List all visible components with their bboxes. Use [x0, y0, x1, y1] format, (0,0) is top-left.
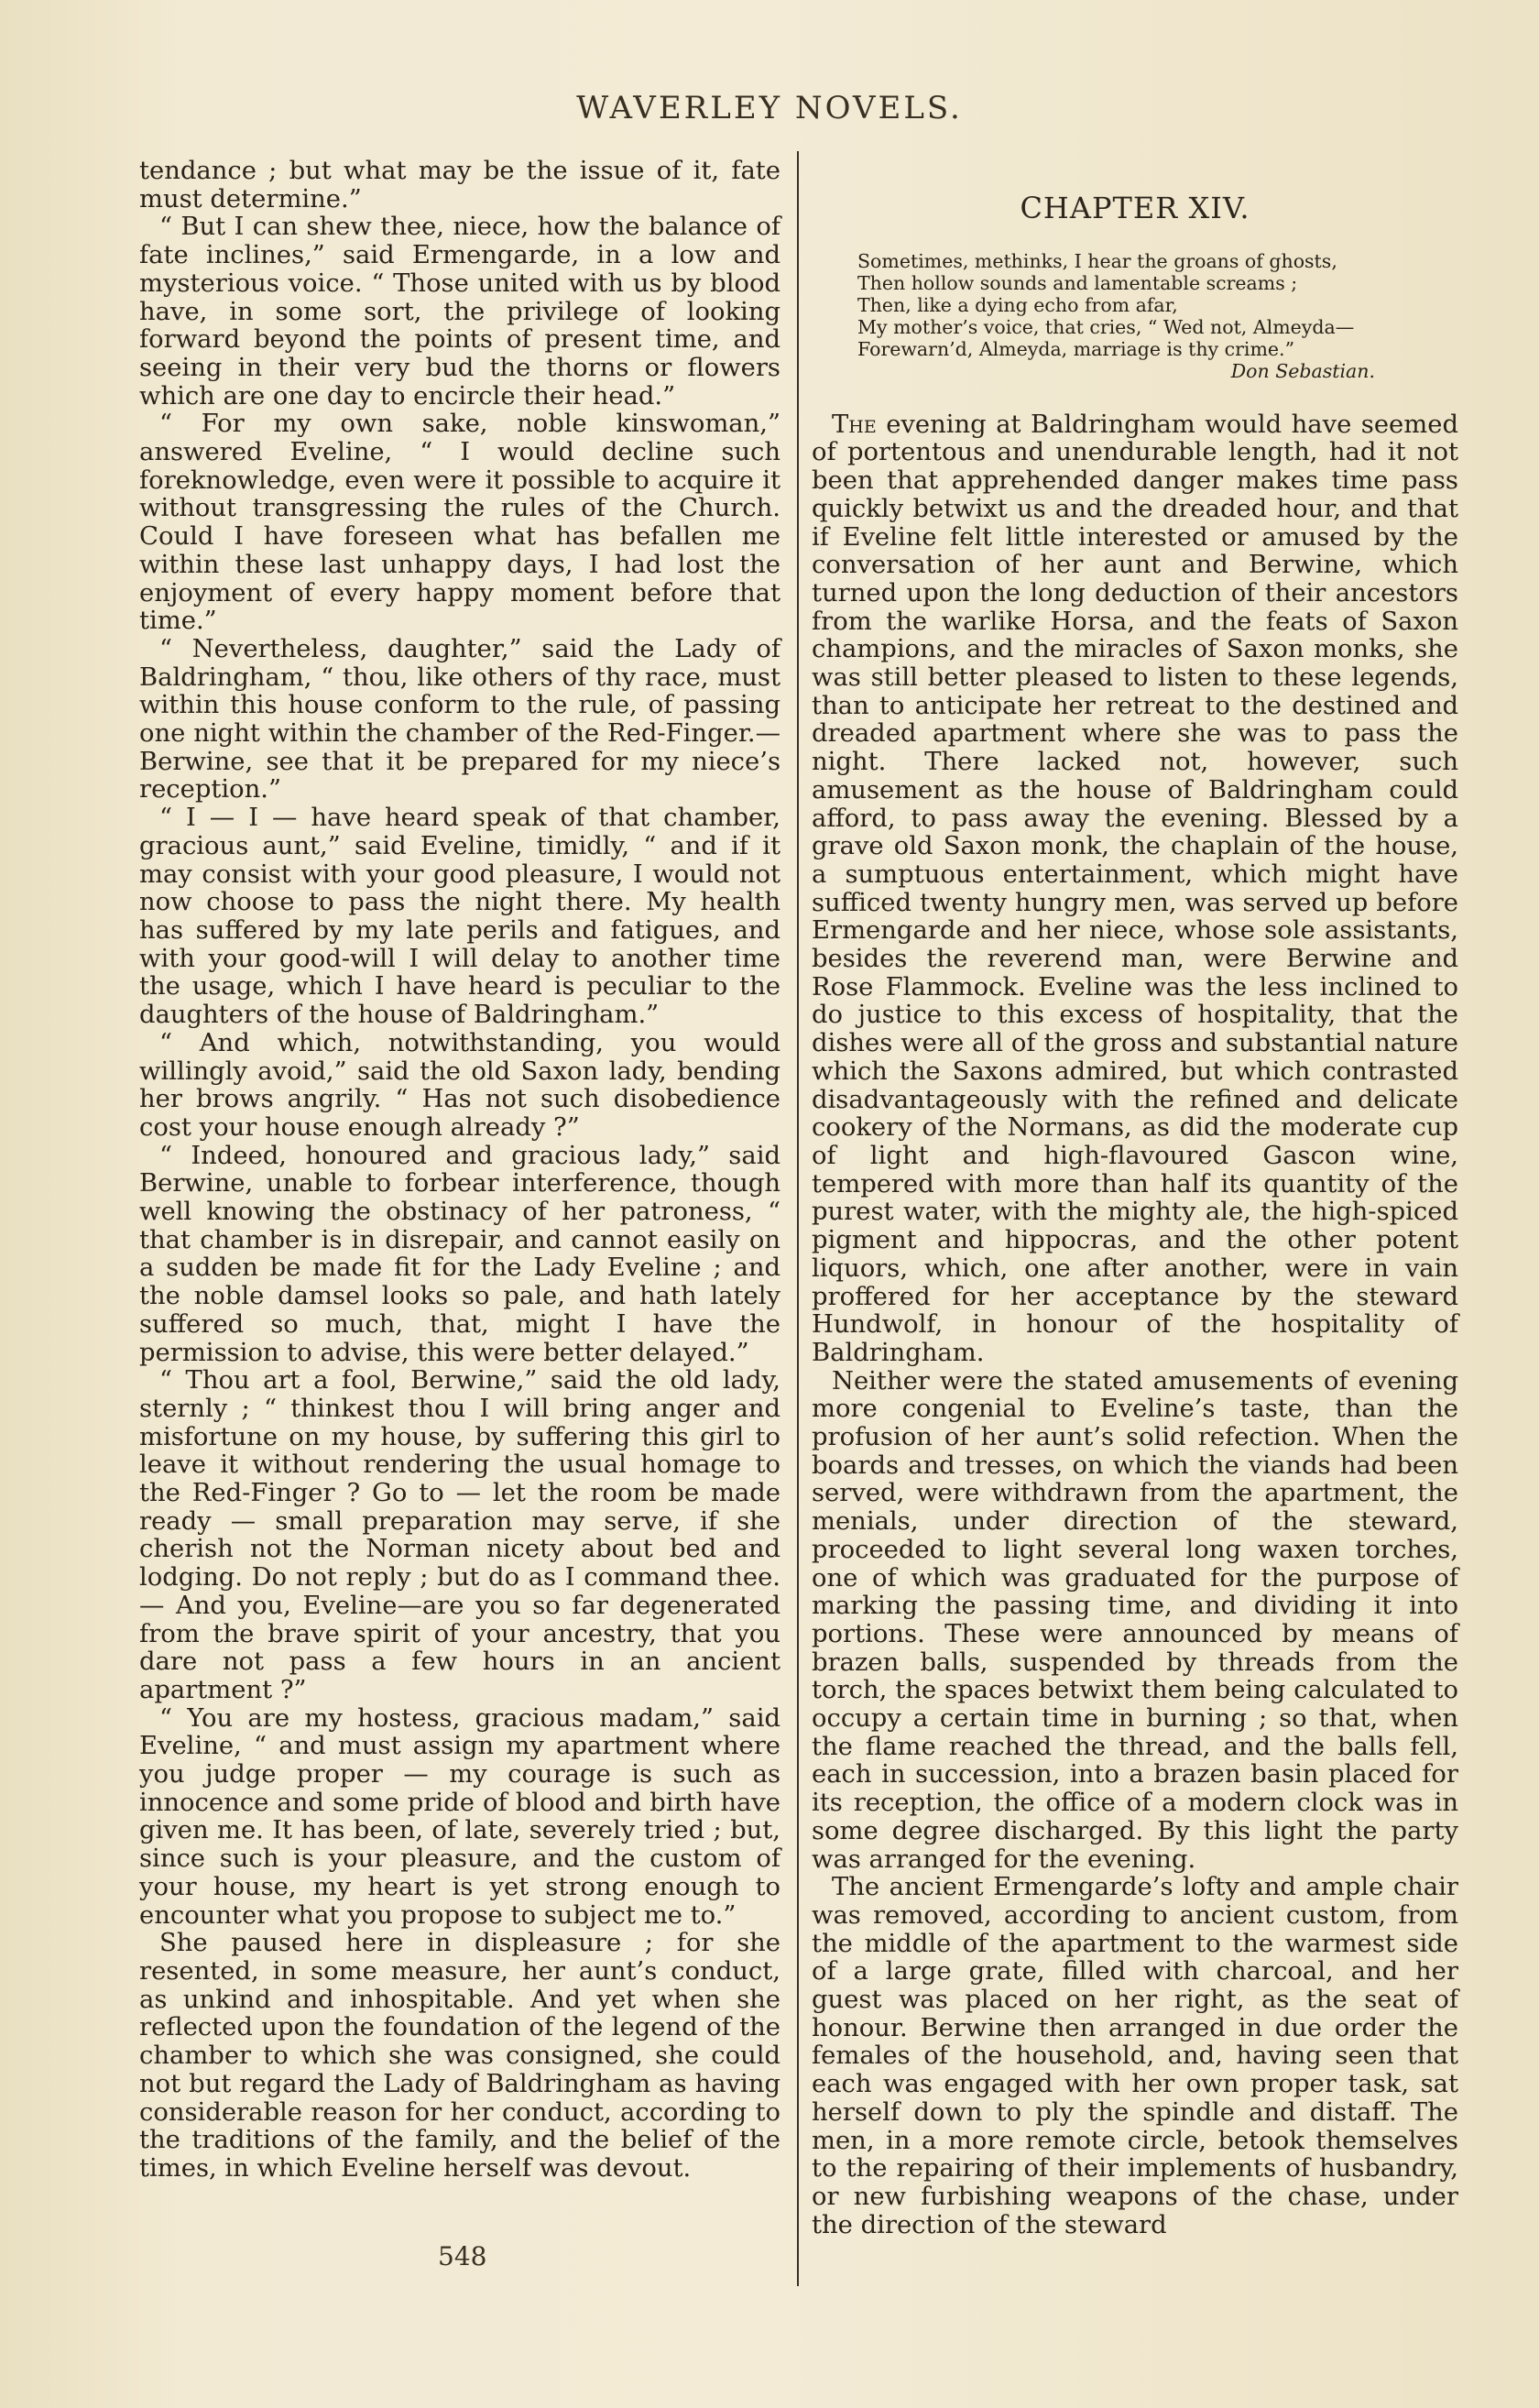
epigraph-line: Then, like a dying echo from afar,	[857, 293, 1178, 316]
paragraph: “ For my own sake, noble kinswoman,” answered Eveline, “ I would decline such foreknowledge, even were it possible to acquire it without transgressing the rules of the Church. Could I have foreseen what has befallen me within these last unhappy days, I had lost the enjoyment of every happy moment before that time.”	[139, 410, 780, 636]
column-divider	[797, 151, 799, 2286]
paragraph: Neither were the stated amusements of evening more congenial to Eveline’s taste, than the profusion of her aunt’s solid refection. When the boards and tresses, on which the viands had been served, were withdrawn from the apartment, the menials, under direction of the steward, proceeded to light several long waxen torches, one of which was graduated for the purpose of marking the passing time, and dividing it into portions. These were announced by means of brazen balls, suspended by threads from the torch, the spaces betwixt them being calculated to occupy a certain time in burning ; so that, when the flame reached the thread, and the balls fell, each in succession, into a brazen basin placed for its reception, the office of a modern clock was in some degree discharged. By this light the party was arranged for the evening.	[812, 1366, 1458, 1874]
paragraph: tendance ; but what may be the issue of it, fate must determine.”	[139, 157, 780, 213]
paragraph: “ I — I — have heard speak of that chamber, gracious aunt,” said Eveline, timidly, “ and if it may consist with your good pleasure, I would not now choose to pass the night there. My health has suffered by my late perils and fatigues, and with your good-will I will delay to another time the usage, which I have heard is peculiar to the daughters of the house of Baldringham.”	[139, 804, 780, 1030]
chapter-title: CHAPTER XIV.	[1020, 191, 1250, 225]
paragraph: “ Thou art a fool, Berwine,” said the old lady, sternly ; “ thinkest thou I will bring anger and misfortune on my house, by suffering this girl to leave it without rendering the usual homage to the Red-Finger ? Go to — let the room be made ready — small preparation may serve, if she cherish not the Norman nicety about bed and lodging. Do not reply ; but do as I command thee. — And you, Eveline—are you so far degenerated from the brave spirit of your ancestry, that you dare not pass a few hours in an ancient apartment ?”	[139, 1366, 780, 1704]
paragraph	[812, 411, 1458, 1368]
paragraph: “ You are my hostess, gracious madam,” said Eveline, “ and must assign my apartment where you judge proper — my courage is such as innocence and some pride of blood and birth have given me. It has been, of late, severely tried ; but, since such is your pleasure, and the custom of your house, my heart is yet strong enough to encounter what you propose to subject me to.”	[139, 1703, 780, 1930]
paragraph: “ Nevertheless, daughter,” said the Lady of Baldringham, “ thou, like others of thy race, must within this house conform to the rule, of passing one night within the chamber of the Red-Finger.— Berwine, see that it be prepared for my niece’s reception.”	[139, 634, 780, 804]
running-title: WAVERLEY NOVELS.	[576, 90, 963, 126]
epigraph	[857, 250, 1416, 382]
paragraph: “ But I can shew thee, niece, how the balance of fate inclines,” said Ermengarde, in a low and mysterious voice. “ Those united with us by blood have, in some sort, the privilege of looking forward beyond the points of present time, and seeing in their very bud the thorns or flowers which are one day to encircle their head.”	[139, 213, 780, 410]
page-number: 548	[438, 2241, 487, 2271]
paragraph: The ancient Ermengarde’s lofty and ample chair was removed, according to ancient custom, from the middle of the apartment to the warmest side of a large grate, filled with charcoal, and her guest was placed on her right, as the seat of honour. Berwine then arranged in due order the females of the household, and, having seen that each was engaged with her own proper task, sat herself down to ply the spindle and distaff. The men, in a more remote circle, betook themselves to the repairing of their implements of husbandry, or new furbishing weapons of the chase, under the direction of the steward	[812, 1873, 1458, 2239]
paragraph: “ And which, notwithstanding, you would willingly avoid,” said the old Saxon lady, bending her brows angrily. “ Has not such disobedience cost your house enough already ?”	[139, 1028, 780, 1142]
right-column	[812, 158, 1458, 2239]
epigraph-line: My mother’s voice, that cries, “ Wed not, Almeyda—	[857, 315, 1355, 338]
first-word: The	[832, 410, 877, 439]
epigraph-line: Sometimes, methinks, I hear the groans of ghosts,	[857, 249, 1337, 272]
paragraph: “ Indeed, honoured and gracious lady,” said Berwine, unable to forbear interference, though well knowing the obstinacy of her patroness, “ that chamber is in disrepair, and cannot easily on a sudden be made fit for the Lady Eveline ; and the noble damsel looks so pale, and hath lately suffered so much, that, might I have the permission to advise, this were better delayed.”	[139, 1141, 780, 1367]
paragraph: She paused here in displeasure ; for she resented, in some measure, her aunt’s conduct, as unkind and inhospitable. And yet when she reflected upon the foundation of the legend of the chamber to which she was consigned, she could not but regard the Lady of Baldringham as having considerable reason for her conduct, according to the traditions of the family, and the belief of the times, in which Eveline herself was devout.	[139, 1929, 780, 2183]
epigraph-line: Then hollow sounds and lamentable screams ;	[857, 271, 1298, 294]
paragraph-text: evening at Baldringham would have seemed of portentous and unendurable length, had it not been that apprehended danger makes time pass quickly betwixt us and the dreaded hour, and that if Eveline felt little interested or amused by the conversation of her aunt and Berwine, which turned upon the long deduction of their ancestors from the warlike Horsa, and the feats of Saxon champions, and the miracles of Saxon monks, she was still better pleased to listen to these legends, than to anticipate her retreat to the destined and dreaded apartment where she was to pass the night. There lacked not, however, such amusement as the house of Baldringham could afford, to pass away the evening. Blessed by a grave old Saxon monk, the chaplain of the house, a sumptuous entertainment, which might have sufficed twenty hungry men, was served up before Ermengarde and her niece, whose sole assistants, besides the reverend man, were Berwine and Rose Flammock. Eveline was the less inclined to do justice to this excess of hospitality, that the dishes were all of the gross and substantial nature which the Saxons admired, but which contrasted disadvantageously with the refined and delicate cookery of the Normans, as did the moderate cup of light and high-flavoured Gascon wine, tempered with more than half its quantity of the purest water, with the mighty ale, the high-spiced pigment and hippocras, and the other potent liquors, which, one after another, were in vain proffered for her acceptance by the steward Hundwolf, in honour of the hospitality of Baldringham.	[812, 410, 1458, 1367]
epigraph-line: Forewarn’d, Almeyda, marriage is thy crime.”	[857, 337, 1295, 360]
left-column	[139, 158, 780, 2184]
epigraph-source: Don Sebastian.	[1230, 359, 1375, 382]
